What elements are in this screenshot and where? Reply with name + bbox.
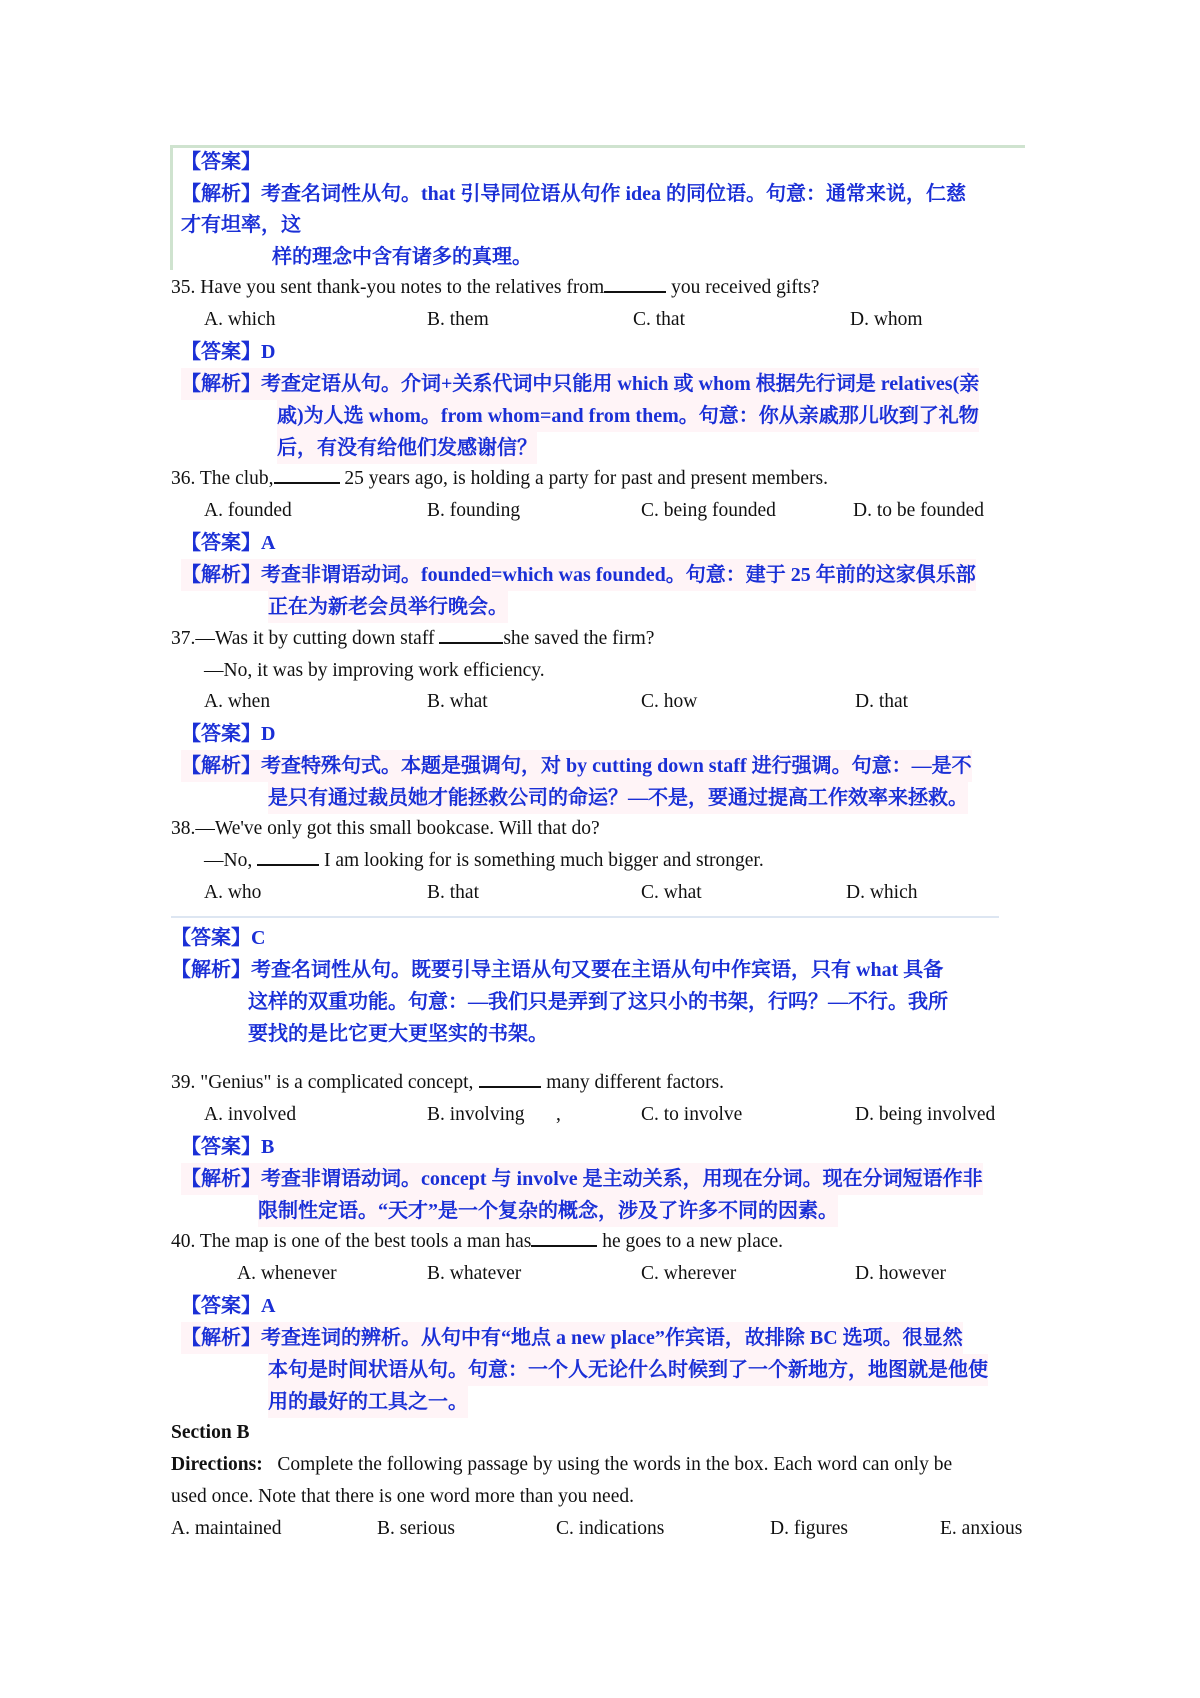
q39-option-d: D. being involved bbox=[855, 1104, 996, 1125]
q37-analysis-line2: 是只有通过裁员她才能拯救公司的命运？—不是，要通过提高工作效率来拯救。 bbox=[268, 782, 968, 814]
directions-label: Directions: bbox=[171, 1454, 263, 1475]
q37-analysis-line1: 【解析】考查特殊句式。本题是强调句，对 by cutting down staff 进行强调。句意：—是不 bbox=[181, 750, 972, 782]
q38-option-c: C. what bbox=[641, 882, 702, 903]
q37-option-b: B. what bbox=[427, 691, 488, 712]
q39-option-a: A. involved bbox=[204, 1104, 297, 1125]
word-box-item-c: C. indications bbox=[556, 1518, 665, 1539]
q36-stem bbox=[171, 463, 828, 495]
q35-blank bbox=[604, 273, 666, 293]
answer-frame-left bbox=[170, 145, 173, 270]
q39-analysis-line1: 【解析】考查非谓语动词。concept 与 involve 是主动关系，用现在分词。现在分词短语作非 bbox=[181, 1163, 983, 1195]
q39-stem-text: 39. "Genius" is a complicated concept, bbox=[171, 1072, 474, 1093]
q38-answer: 【答案】C bbox=[171, 927, 266, 949]
q40-stem bbox=[171, 1226, 783, 1258]
section-b-title: Section B bbox=[171, 1422, 250, 1443]
q39-option-c: C. to involve bbox=[641, 1104, 743, 1125]
q40-blank bbox=[531, 1227, 597, 1247]
q38-stem-reply-tail: I am looking for is something much bigger and stronger. bbox=[319, 850, 764, 871]
section-b-directions-line1 bbox=[171, 1449, 952, 1481]
q36-analysis-line2: 正在为新老会员举行晚会。 bbox=[268, 591, 508, 623]
q34-analysis-line3: 样的理念中含有诸多的真理。 bbox=[272, 246, 532, 268]
q40-option-a: A. whenever bbox=[237, 1263, 337, 1284]
q39-option-b: B. involving bbox=[427, 1104, 525, 1125]
q38-stem-reply bbox=[204, 845, 764, 877]
q38-analysis-line3: 要找的是比它更大更坚实的书架。 bbox=[248, 1023, 548, 1045]
q40-analysis-line1: 【解析】考查连词的辨析。从句中有“地点 a new place”作宾语，故排除 BC 选项。很显然 bbox=[181, 1322, 963, 1354]
q37-stem bbox=[171, 623, 654, 655]
q39-stray-comma: , bbox=[556, 1104, 561, 1125]
q35-option-b: B. them bbox=[427, 309, 489, 330]
q38-analysis-line1: 【解析】考查名词性从句。既要引导主语从句又要在主语从句中作宾语，只有 what 具备 bbox=[171, 959, 944, 981]
q35-analysis-line3: 后，有没有给他们发感谢信？ bbox=[277, 432, 537, 464]
q39-stem-tail: many different factors. bbox=[541, 1072, 725, 1093]
q37-stem-text: 37.—Was it by cutting down staff bbox=[171, 628, 440, 649]
divider-rule bbox=[171, 916, 999, 918]
q35-option-d: D. whom bbox=[850, 309, 923, 330]
q39-analysis-line2: 限制性定语。“天才”是一个复杂的概念，涉及了许多不同的因素。 bbox=[258, 1195, 838, 1227]
section-b-directions-line2: used once. Note that there is one word more than you need. bbox=[171, 1486, 634, 1507]
q40-option-b: B. whatever bbox=[427, 1263, 522, 1284]
q35-answer: 【答案】D bbox=[181, 341, 276, 363]
word-box-item-d: D. figures bbox=[770, 1518, 848, 1539]
word-box-item-a: A. maintained bbox=[171, 1518, 282, 1539]
q36-option-d: D. to be founded bbox=[853, 500, 985, 521]
q39-blank bbox=[479, 1068, 541, 1088]
word-box-item-b: B. serious bbox=[377, 1518, 455, 1539]
q35-analysis-line2: 戚)为人选 whom。from whom=and from them。句意：你从亲戚那儿收到了礼物 bbox=[277, 400, 979, 432]
q34-analysis-line2: 才有坦率，这 bbox=[181, 214, 301, 236]
q38-option-d: D. which bbox=[846, 882, 918, 903]
q36-analysis-line1: 【解析】考查非谓语动词。founded=which was founded。句意：建于 25 年前的这家俱乐部 bbox=[181, 559, 976, 591]
q34-answer-label: 【答案】 bbox=[181, 151, 261, 173]
q38-option-b: B. that bbox=[427, 882, 479, 903]
q36-option-a: A. founded bbox=[204, 500, 292, 521]
q34-analysis-line1: 【解析】考查名词性从句。that 引导同位语从句作 idea 的同位语。句意：通常来说，仁慈 bbox=[181, 183, 966, 205]
q36-stem-tail: 25 years ago, is holding a party for past and present members. bbox=[339, 468, 828, 489]
q40-analysis-line2: 本句是时间状语从句。句意：一个人无论什么时候到了一个新地方，地图就是他使 bbox=[268, 1354, 988, 1386]
q37-blank bbox=[439, 624, 503, 644]
q37-option-a: A. when bbox=[204, 691, 271, 712]
q40-option-c: C. wherever bbox=[641, 1263, 737, 1284]
q38-option-a: A. who bbox=[204, 882, 262, 903]
q35-stem-tail: you received gifts? bbox=[666, 277, 820, 298]
q38-stem: 38.—We've only got this small bookcase. Will that do? bbox=[171, 818, 600, 839]
q39-answer: 【答案】B bbox=[181, 1136, 275, 1158]
q35-stem-text: 35. Have you sent thank-you notes to the relatives from bbox=[171, 277, 605, 298]
q40-stem-tail: he goes to a new place. bbox=[597, 1231, 784, 1252]
q36-answer: 【答案】A bbox=[181, 532, 276, 554]
q35-option-c: C. that bbox=[633, 309, 685, 330]
word-box-item-e: E. anxious bbox=[940, 1518, 1023, 1539]
q38-analysis-line2: 这样的双重功能。句意：—我们只是弄到了这只小的书架，行吗？—不行。我所 bbox=[248, 991, 948, 1013]
directions-text-line1: Complete the following passage by using the words in the box. Each word can only be bbox=[262, 1454, 953, 1475]
q36-option-b: B. founding bbox=[427, 500, 521, 521]
q36-blank bbox=[274, 464, 340, 484]
q38-stem-reply-text: —No, bbox=[204, 850, 258, 871]
q36-stem-text: 36. The club, bbox=[171, 468, 274, 489]
q35-option-a: A. which bbox=[204, 309, 276, 330]
q40-answer: 【答案】A bbox=[181, 1295, 276, 1317]
q35-stem bbox=[171, 272, 819, 304]
q35-analysis-line1: 【解析】考查定语从句。介词+关系代词中只能用 which 或 whom 根据先行词是 relatives(亲 bbox=[181, 368, 979, 400]
q40-option-d: D. however bbox=[855, 1263, 946, 1284]
q37-stem-reply: —No, it was by improving work efficiency. bbox=[204, 660, 545, 681]
answer-frame-top bbox=[170, 145, 1025, 148]
q37-stem-tail: she saved the firm? bbox=[503, 628, 655, 649]
q38-blank bbox=[257, 846, 319, 866]
q40-stem-text: 40. The map is one of the best tools a man has bbox=[171, 1231, 532, 1252]
q37-option-c: C. how bbox=[641, 691, 698, 712]
q39-stem bbox=[171, 1067, 724, 1099]
q37-answer: 【答案】D bbox=[181, 723, 276, 745]
q40-analysis-line3: 用的最好的工具之一。 bbox=[268, 1386, 468, 1418]
q36-option-c: C. being founded bbox=[641, 500, 776, 521]
q37-option-d: D. that bbox=[855, 691, 909, 712]
